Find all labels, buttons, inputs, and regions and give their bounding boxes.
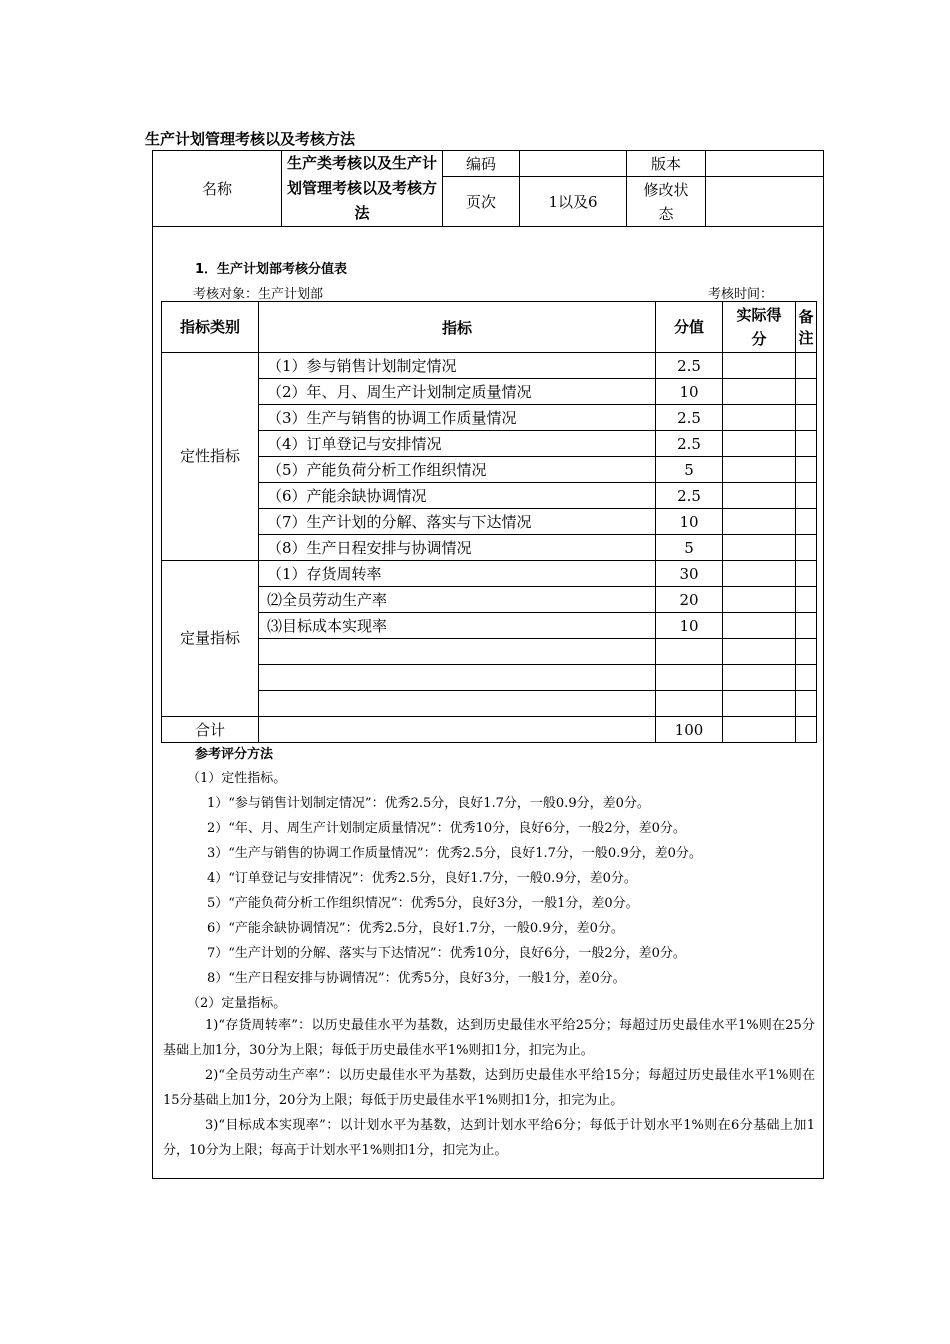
table-row-score	[656, 665, 723, 691]
remark-cell	[796, 587, 817, 613]
actual-score-cell	[723, 431, 796, 457]
table-row-score: 10	[656, 509, 723, 535]
table-row-score: 5	[656, 535, 723, 561]
quantitative-item: 2)“全员劳动生产率”：以历史最佳水平为基数，达到历史最佳水平给15分；每超过历史最佳水平1%则在15分基础上加1分，20分为上限；每低于历史最佳水平1%则扣1分，扣完为止。	[163, 1068, 815, 1108]
name-value: 生产类考核以及生产计划管理考核以及考核方法	[282, 151, 443, 227]
method-title: 参考评分方法	[195, 747, 274, 762]
table-row-indicator: （1）存货周转率	[259, 561, 656, 587]
revision-label: 修改状态	[627, 177, 706, 227]
code-label: 编码	[443, 151, 520, 177]
table-row-score: 2.5	[656, 483, 723, 509]
actual-score-cell	[723, 639, 796, 665]
col-header-indicator: 指标	[259, 302, 656, 353]
table-row-score: 20	[656, 587, 723, 613]
table-row-score: 5	[656, 457, 723, 483]
actual-score-cell	[723, 379, 796, 405]
page-value: 1以及6	[520, 177, 627, 227]
qualitative-category: 定性指标	[162, 353, 259, 561]
col-header-actual: 实际得分	[723, 302, 796, 353]
remark-cell	[796, 639, 817, 665]
remark-cell	[796, 535, 817, 561]
actual-score-cell	[723, 457, 796, 483]
time-label: 考核时间：	[707, 287, 773, 302]
remark-cell	[796, 691, 817, 717]
actual-score-cell	[723, 405, 796, 431]
page-label: 页次	[443, 177, 520, 227]
table-row-score: 2.5	[656, 353, 723, 379]
table-row-score: 10	[656, 613, 723, 639]
actual-score-cell	[723, 509, 796, 535]
version-value	[706, 151, 824, 177]
col-header-score: 分值	[656, 302, 723, 353]
qualitative-item: 3）“生产与销售的协调工作质量情况”：优秀2.5分，良好1.7分，一般0.9分，差0分。	[207, 846, 702, 861]
qualitative-item: 8）“生产日程安排与协调情况”：优秀5分，良好3分，一般1分，差0分。	[207, 971, 626, 986]
version-label: 版本	[627, 151, 706, 177]
table-row-score	[656, 691, 723, 717]
document-title: 生产计划管理考核以及考核方法	[145, 130, 356, 148]
total-label: 合计	[162, 717, 259, 743]
actual-score-cell	[723, 691, 796, 717]
document-frame	[152, 150, 824, 1179]
qualitative-heading: （1）定性指标。	[187, 771, 287, 786]
table-row-indicator: （2）年、月、周生产计划制定质量情况	[259, 379, 656, 405]
remark-cell	[796, 405, 817, 431]
revision-value	[706, 177, 824, 227]
actual-score-cell	[723, 483, 796, 509]
col-header-category: 指标类别	[162, 302, 259, 353]
table-row-score: 30	[656, 561, 723, 587]
qualitative-item: 7）“生产计划的分解、落实与下达情况”：优秀10分，良好6分，一般2分，差0分。	[207, 946, 686, 961]
table-row-indicator: （3）生产与销售的协调工作质量情况	[259, 405, 656, 431]
quantitative-item: 3)“目标成本实现率”：以计划水平为基数，达到计划水平给6分；每低于计划水平1%则在6分基础上加1分，10分为上限；每高于计划水平1%则扣1分，扣完为止。	[163, 1118, 815, 1158]
remark-cell	[796, 431, 817, 457]
quantitative-item: 1)“存货周转率”：以历史最佳水平为基数，达到历史最佳水平给25分；每超过历史最佳水平1%则在25分基础上加1分，30分为上限；每低于历史最佳水平1%则扣1分，扣完为止。	[163, 1018, 815, 1058]
remark-cell	[796, 613, 817, 639]
total-indicator-cell	[259, 717, 656, 743]
actual-score-cell	[723, 561, 796, 587]
remark-cell	[796, 379, 817, 405]
code-value	[520, 151, 627, 177]
qualitative-item: 1）“参与销售计划制定情况”：优秀2.5分，良好1.7分，一般0.9分，差0分。	[207, 796, 650, 811]
actual-score-cell	[723, 353, 796, 379]
name-label: 名称	[153, 151, 282, 227]
table-row-indicator: ⑶目标成本实现率	[259, 613, 656, 639]
header-table	[152, 150, 824, 227]
table-row-score	[656, 639, 723, 665]
remark-cell	[796, 483, 817, 509]
remark-cell	[796, 353, 817, 379]
score-table	[161, 301, 817, 743]
table-row-indicator: （4）订单登记与安排情况	[259, 431, 656, 457]
table-row-score: 2.5	[656, 431, 723, 457]
table-row-indicator	[259, 691, 656, 717]
table-row-indicator	[259, 639, 656, 665]
section-title: 1．生产计划部考核分值表	[195, 262, 348, 277]
remark-cell	[796, 561, 817, 587]
actual-score-cell	[723, 587, 796, 613]
qualitative-item: 5）“产能负荷分析工作组织情况”：优秀5分，良好3分，一般1分，差0分。	[207, 896, 639, 911]
meta-row	[193, 283, 773, 302]
actual-score-cell	[723, 613, 796, 639]
table-row-indicator: （5）产能负荷分析工作组织情况	[259, 457, 656, 483]
table-row-indicator	[259, 665, 656, 691]
table-row-indicator: （1）参与销售计划制定情况	[259, 353, 656, 379]
quantitative-category: 定量指标	[162, 561, 259, 717]
table-row-score: 2.5	[656, 405, 723, 431]
table-row-indicator: （8）生产日程安排与协调情况	[259, 535, 656, 561]
remark-cell	[796, 509, 817, 535]
actual-score-cell	[723, 665, 796, 691]
table-row-score: 10	[656, 379, 723, 405]
col-header-remark: 备注	[796, 302, 817, 353]
total-score: 100	[656, 717, 723, 743]
qualitative-item: 6）“产能余缺协调情况”：优秀2.5分，良好1.7分，一般0.9分，差0分。	[207, 921, 624, 936]
qualitative-item: 4）“订单登记与安排情况”：优秀2.5分，良好1.7分，一般0.9分，差0分。	[207, 871, 637, 886]
table-row-indicator: ⑵全员劳动生产率	[259, 587, 656, 613]
table-row-indicator: （7）生产计划的分解、落实与下达情况	[259, 509, 656, 535]
qualitative-item: 2）“年、月、周生产计划制定质量情况”：优秀10分，良好6分，一般2分，差0分。	[207, 821, 686, 836]
remark-cell	[796, 717, 817, 743]
quantitative-heading: （2）定量指标。	[187, 996, 287, 1011]
remark-cell	[796, 457, 817, 483]
table-row-indicator: （6）产能余缺协调情况	[259, 483, 656, 509]
actual-score-cell	[723, 717, 796, 743]
remark-cell	[796, 665, 817, 691]
target-label: 考核对象：生产计划部	[193, 287, 324, 302]
actual-score-cell	[723, 535, 796, 561]
